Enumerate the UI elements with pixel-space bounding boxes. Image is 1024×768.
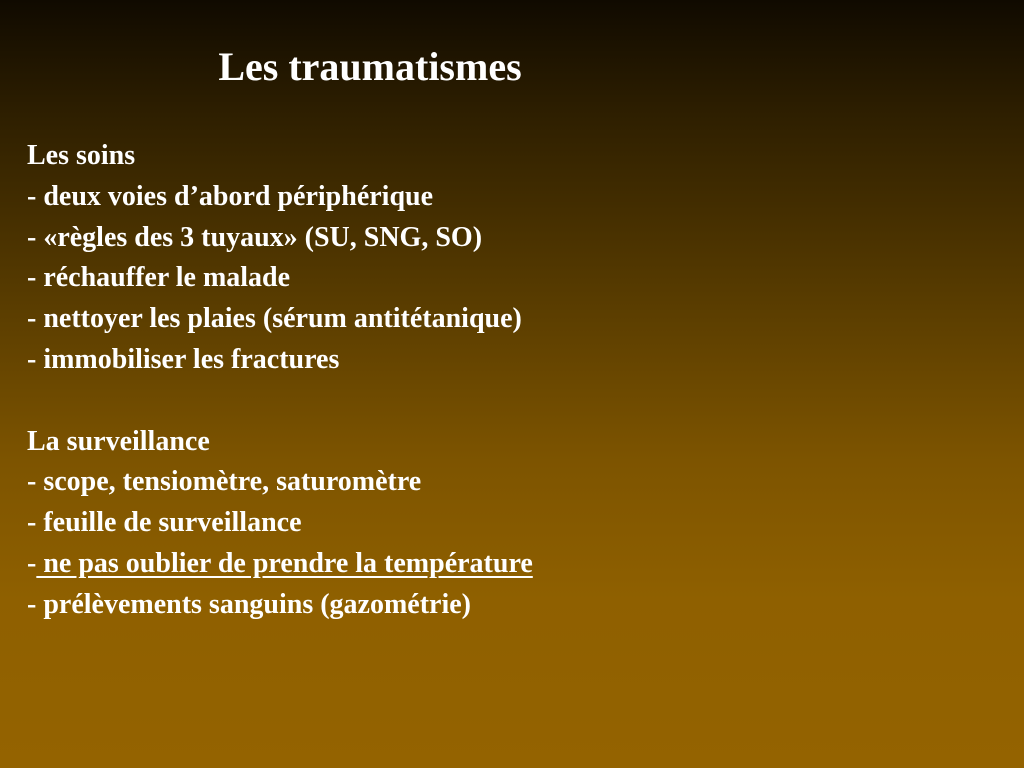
bullet-item: - réchauffer le malade bbox=[27, 262, 291, 294]
bullet-item: - nettoyer les plaies (sérum antitétanique) bbox=[27, 303, 522, 335]
bullet-item-underlined bbox=[27, 544, 997, 585]
spacer bbox=[27, 381, 997, 422]
bullet-prefix: - bbox=[27, 547, 37, 579]
bullet-item: - «règles des 3 tuyaux» (SU, SNG, SO) bbox=[27, 221, 483, 253]
slide-title: Les traumatismes bbox=[218, 44, 522, 89]
bullet-item: - scope, tensiomètre, saturomètre bbox=[27, 466, 422, 498]
section-heading-soins: Les soins bbox=[27, 140, 136, 171]
bullet-item: - deux voies d’abord périphérique bbox=[27, 180, 434, 212]
underlined-text: ne pas oublier de prendre la température bbox=[36, 547, 533, 579]
bullet-item: - prélèvements sanguins (gazométrie) bbox=[27, 588, 472, 620]
bullet-item: - immobiliser les fractures bbox=[27, 343, 340, 375]
bullet-item: - feuille de surveillance bbox=[27, 507, 302, 539]
slide-body bbox=[27, 136, 997, 626]
section-heading-surveillance: La surveillance bbox=[27, 425, 210, 457]
